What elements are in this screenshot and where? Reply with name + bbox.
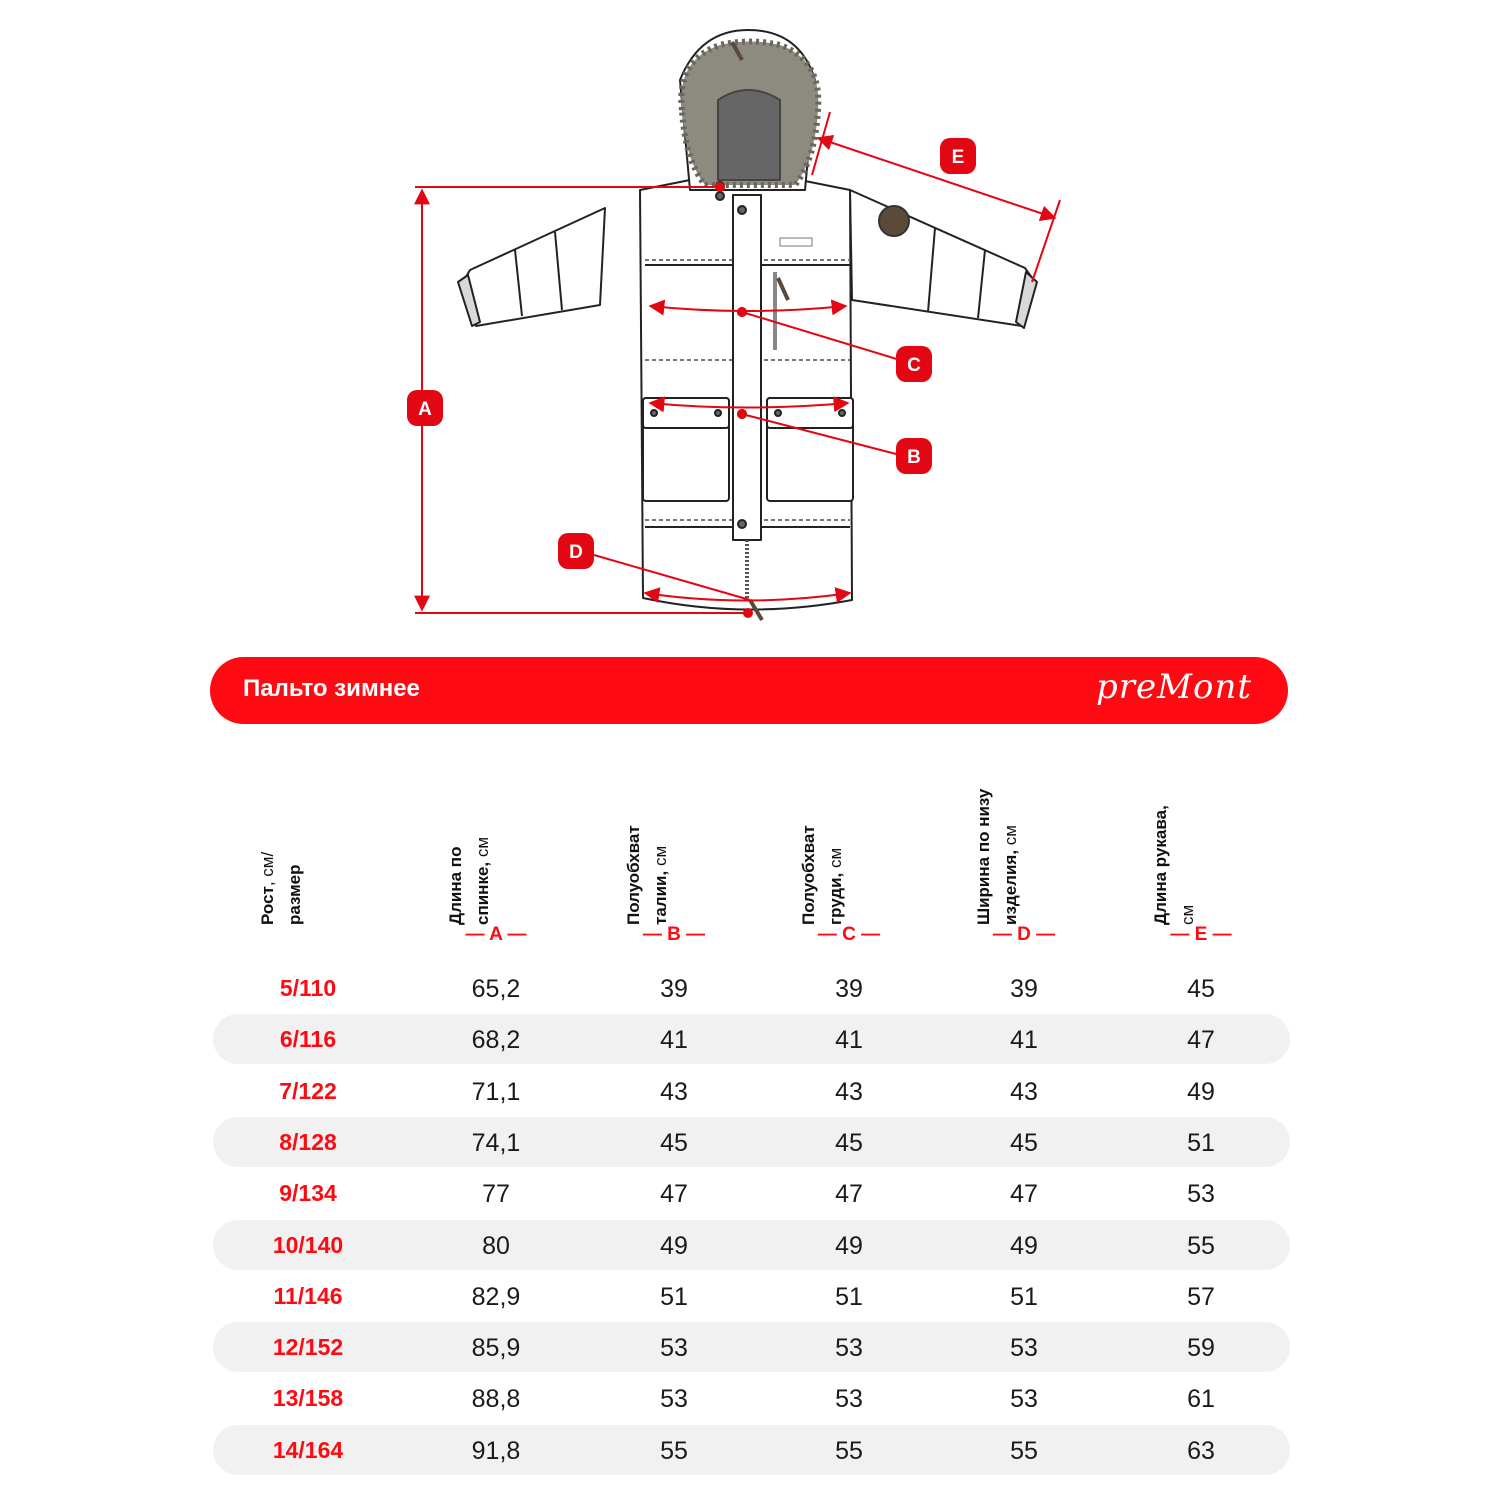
measure-cell: 39 [660, 975, 688, 1003]
measure-cell: 45 [1187, 975, 1215, 1003]
measure-cell: 53 [835, 1334, 863, 1362]
column-letter-4: — D — [992, 924, 1056, 945]
marker-badge-a [407, 390, 443, 426]
header-back-length: Длина по спинке, см [446, 836, 492, 925]
size-cell: 11/146 [273, 1283, 343, 1309]
measure-cell: 47 [660, 1180, 688, 1208]
measure-cell: 49 [660, 1232, 688, 1260]
measure-cell: 63 [1187, 1437, 1215, 1465]
measure-cell: 51 [835, 1283, 863, 1311]
measure-cell: 55 [835, 1437, 863, 1465]
measure-cell: 55 [660, 1437, 688, 1465]
table-row [213, 1066, 1290, 1116]
measure-cell: 43 [660, 1078, 688, 1106]
coat-drawing [458, 30, 1037, 620]
measure-cell: 51 [660, 1283, 688, 1311]
header-height-size: Рост, см/ размер [258, 851, 304, 925]
table-row [213, 1117, 1290, 1167]
marker-badge-b [896, 438, 932, 474]
svg-text:B: B [907, 447, 921, 468]
size-cell: 7/122 [279, 1078, 337, 1104]
measure-cell: 51 [1010, 1283, 1038, 1311]
measure-cell: 49 [835, 1232, 863, 1260]
measure-cell: 45 [1010, 1129, 1038, 1157]
measure-cell: 39 [835, 975, 863, 1003]
measure-cell: 47 [835, 1180, 863, 1208]
measure-cell: 51 [1187, 1129, 1215, 1157]
svg-text:D: D [569, 542, 583, 563]
measure-cell: 68,2 [471, 1026, 521, 1054]
table-row [213, 1014, 1290, 1064]
measure-cell: 71,1 [471, 1078, 521, 1106]
measure-cell: 88,8 [471, 1385, 521, 1413]
size-cell: 10/140 [272, 1232, 344, 1258]
table-row [213, 1271, 1290, 1321]
size-cell: 12/152 [272, 1334, 344, 1360]
measure-cell: 49 [1010, 1232, 1038, 1260]
size-cell: 13/158 [272, 1385, 344, 1411]
svg-text:E: E [951, 147, 965, 168]
table-row [213, 1373, 1290, 1423]
measure-cell: 53 [660, 1385, 688, 1413]
header-hem-width: Ширина по низу изделия, см [974, 788, 1020, 925]
measure-cell: 45 [660, 1129, 688, 1157]
measure-cell: 85,9 [471, 1334, 521, 1362]
marker-badge-d [558, 533, 594, 569]
measure-cell: 43 [835, 1078, 863, 1106]
table-row [213, 1322, 1290, 1372]
measure-cell: 39 [1010, 975, 1038, 1003]
table-row [213, 1425, 1290, 1475]
product-title: Пальто зимнее [243, 675, 420, 702]
measure-cell: 55 [1187, 1232, 1215, 1260]
measure-cell: 49 [1187, 1078, 1215, 1106]
title-banner [210, 657, 1288, 724]
size-cell: 5/110 [279, 975, 337, 1001]
table-row [213, 963, 1290, 1013]
column-letter-2: — B — [642, 924, 706, 945]
measure-cell: 53 [1010, 1334, 1038, 1362]
measure-cell: 41 [835, 1026, 863, 1054]
svg-text:A: A [418, 399, 432, 420]
measure-cell: 47 [1010, 1180, 1038, 1208]
measure-cell: 43 [1010, 1078, 1038, 1106]
measure-cell: 53 [835, 1385, 863, 1413]
measure-cell: 61 [1187, 1385, 1215, 1413]
measure-cell: 53 [660, 1334, 688, 1362]
size-cell: 14/164 [272, 1437, 344, 1463]
table-row [213, 1168, 1290, 1218]
header-half-chest: Полуобхват груди, см [799, 825, 845, 925]
size-cell: 6/116 [279, 1026, 337, 1052]
column-letter-1: — A — [465, 924, 527, 945]
measure-cell: 41 [660, 1026, 688, 1054]
measure-cell: 41 [1010, 1026, 1038, 1054]
brand-logo: preMont [1096, 667, 1252, 707]
marker-badge-e [940, 138, 976, 174]
header-sleeve-length: Длина рукава, см [1151, 805, 1197, 925]
measure-cell: 82,9 [471, 1283, 521, 1311]
measure-cell: 55 [1010, 1437, 1038, 1465]
measure-cell: 91,8 [471, 1437, 521, 1465]
measure-cell: 74,1 [471, 1129, 521, 1157]
marker-badge-c [896, 346, 932, 382]
measure-cell: 77 [482, 1180, 510, 1208]
coat-measurement-diagram [0, 0, 1500, 650]
header-half-waist: Полуобхват талии, см [624, 825, 670, 925]
measure-cell: 45 [835, 1129, 863, 1157]
size-cell: 8/128 [279, 1129, 337, 1155]
measure-cell: 80 [482, 1232, 510, 1260]
measure-cell: 65,2 [471, 975, 521, 1003]
measure-cell: 53 [1187, 1180, 1215, 1208]
column-letter-5: — E — [1170, 924, 1232, 945]
measure-cell: 57 [1187, 1283, 1215, 1311]
size-cell: 9/134 [279, 1180, 337, 1206]
measure-cell: 47 [1187, 1026, 1215, 1054]
measure-cell: 59 [1187, 1334, 1215, 1362]
table-row [213, 1220, 1290, 1270]
column-letter-3: — C — [817, 924, 881, 945]
measure-cell: 53 [1010, 1385, 1038, 1413]
svg-text:C: C [907, 355, 921, 376]
